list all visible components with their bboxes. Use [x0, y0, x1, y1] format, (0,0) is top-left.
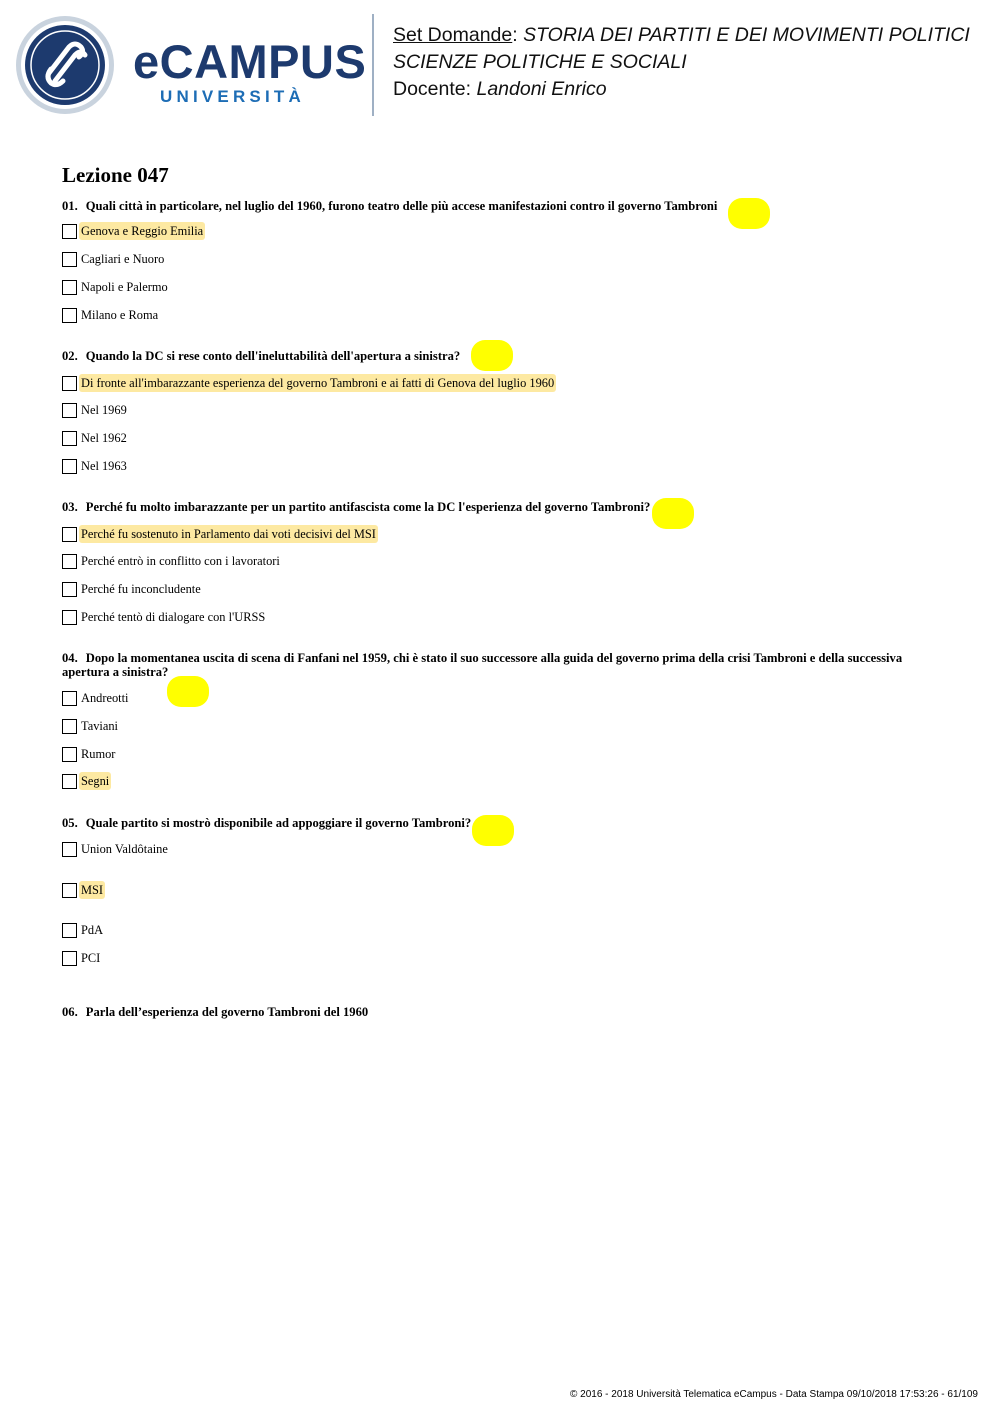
- option-checkbox[interactable]: [62, 691, 77, 706]
- docente-line: [393, 76, 970, 103]
- option-row[interactable]: [62, 921, 105, 939]
- option-text: Perché fu sostenuto in Parlamento dai voti decisivi del MSI: [81, 527, 376, 541]
- yellow-marker: [472, 815, 514, 846]
- option-checkbox[interactable]: [62, 610, 77, 625]
- option-text: Nel 1963: [81, 459, 127, 473]
- header-divider: [372, 14, 374, 116]
- option-checkbox[interactable]: [62, 308, 77, 323]
- option-text: Nel 1962: [81, 431, 127, 445]
- set-line: [393, 22, 970, 49]
- option-row[interactable]: [62, 840, 170, 858]
- option-checkbox[interactable]: [62, 280, 77, 295]
- option-text: Perché entrò in conflitto con i lavoratori: [81, 554, 280, 568]
- yellow-marker: [167, 676, 209, 707]
- option-checkbox[interactable]: [62, 719, 77, 734]
- docente-name: Landoni Enrico: [476, 78, 607, 100]
- option-row[interactable]: [62, 250, 166, 268]
- option-text: Perché tentò di dialogare con l'URSS: [81, 610, 266, 624]
- question-number: 01.: [62, 199, 78, 213]
- docente-label: Docente:: [393, 78, 477, 100]
- option-text: Napoli e Palermo: [81, 280, 168, 294]
- question-text: Quale partito si mostrò disponibile ad appoggiare il governo Tambroni?: [85, 816, 472, 830]
- question-text: Parla dell’esperienza del governo Tambroni del 1960: [85, 1005, 369, 1019]
- option-row[interactable]: [62, 222, 205, 240]
- set-separator: :: [512, 24, 524, 46]
- yellow-marker: [728, 198, 770, 229]
- logo-subtitle: UNIVERSITÀ: [160, 87, 305, 106]
- option-row[interactable]: [62, 745, 117, 763]
- question-number: 03.: [62, 500, 78, 514]
- question-number: 04.: [62, 651, 78, 665]
- option-text: Genova e Reggio Emilia: [81, 224, 204, 238]
- ecampus-logo-icon: [15, 15, 115, 115]
- question-04: [62, 651, 942, 679]
- question-03: [62, 500, 942, 514]
- option-checkbox[interactable]: [62, 224, 77, 239]
- option-checkbox[interactable]: [62, 459, 77, 474]
- option-row[interactable]: [62, 949, 102, 967]
- option-row[interactable]: [62, 717, 120, 735]
- option-row[interactable]: [62, 374, 556, 392]
- option-row[interactable]: [62, 401, 129, 419]
- question-text: Dopo la momentanea uscita di scena di Fanfani nel 1959, chi è stato il suo successore alla guida del governo prima della crisi Tambroni e della successiva apertura a sinistra?: [62, 651, 903, 679]
- option-text: MSI: [81, 883, 104, 897]
- option-checkbox[interactable]: [62, 554, 77, 569]
- option-text: PdA: [81, 923, 104, 937]
- option-checkbox[interactable]: [62, 431, 77, 446]
- option-checkbox[interactable]: [62, 842, 77, 857]
- question-06: [62, 1005, 942, 1019]
- option-checkbox[interactable]: [62, 252, 77, 267]
- option-row[interactable]: [62, 552, 282, 570]
- option-row[interactable]: [62, 278, 170, 296]
- page-footer: © 2016 - 2018 Università Telematica eCampus - Data Stampa 09/10/2018 17:53:26 - 61/109: [570, 1389, 978, 1400]
- option-row[interactable]: [62, 457, 129, 475]
- lesson-title: Lezione 047: [62, 163, 169, 187]
- option-text: Andreotti: [81, 691, 129, 705]
- option-row[interactable]: [62, 525, 378, 543]
- option-row[interactable]: [62, 608, 267, 626]
- option-row[interactable]: [62, 772, 111, 790]
- option-row[interactable]: [62, 881, 105, 899]
- option-checkbox[interactable]: [62, 376, 77, 391]
- option-text: Di fronte all'imbarazzante esperienza del governo Tambroni e ai fatti di Genova del luglio 1960: [81, 376, 555, 390]
- question-number: 02.: [62, 349, 78, 363]
- header-info: [393, 22, 970, 103]
- question-text: Quali città in particolare, nel luglio del 1960, furono teatro delle più accese manifestazioni contro il governo Tambroni: [85, 199, 718, 213]
- faculty-line: [393, 49, 970, 76]
- yellow-marker: [652, 498, 694, 529]
- option-row[interactable]: [62, 306, 160, 324]
- option-row[interactable]: [62, 580, 203, 598]
- question-01: [62, 199, 942, 213]
- option-text: Perché fu inconcludente: [81, 582, 201, 596]
- logo-wordmark: eCAMPUS: [133, 35, 367, 88]
- option-text: Segni: [81, 774, 110, 788]
- option-checkbox[interactable]: [62, 923, 77, 938]
- option-checkbox[interactable]: [62, 774, 77, 789]
- faculty-name: SCIENZE POLITICHE E SOCIALI: [393, 51, 687, 73]
- option-text: Milano e Roma: [81, 308, 159, 322]
- option-checkbox[interactable]: [62, 951, 77, 966]
- page-header: [0, 0, 1000, 130]
- option-text: Rumor: [81, 747, 116, 761]
- question-text: Quando la DC si rese conto dell'ineluttabilità dell'apertura a sinistra?: [85, 349, 461, 363]
- option-text: Cagliari e Nuoro: [81, 252, 165, 266]
- option-checkbox[interactable]: [62, 747, 77, 762]
- set-label: Set Domande: [393, 24, 513, 46]
- option-text: PCI: [81, 951, 101, 965]
- option-text: Nel 1969: [81, 403, 127, 417]
- course-title: STORIA DEI PARTITI E DEI MOVIMENTI POLITICI: [523, 24, 970, 46]
- option-row[interactable]: [62, 429, 129, 447]
- option-text: Taviani: [81, 719, 118, 733]
- option-checkbox[interactable]: [62, 883, 77, 898]
- option-text: Union Valdôtaine: [81, 842, 168, 856]
- question-text: Perché fu molto imbarazzante per un partito antifascista come la DC l'esperienza del governo Tambroni?: [85, 500, 651, 514]
- option-row[interactable]: [62, 689, 131, 707]
- option-checkbox[interactable]: [62, 527, 77, 542]
- yellow-marker: [471, 340, 513, 371]
- question-number: 06.: [62, 1005, 78, 1019]
- option-checkbox[interactable]: [62, 582, 77, 597]
- option-checkbox[interactable]: [62, 403, 77, 418]
- question-number: 05.: [62, 816, 78, 830]
